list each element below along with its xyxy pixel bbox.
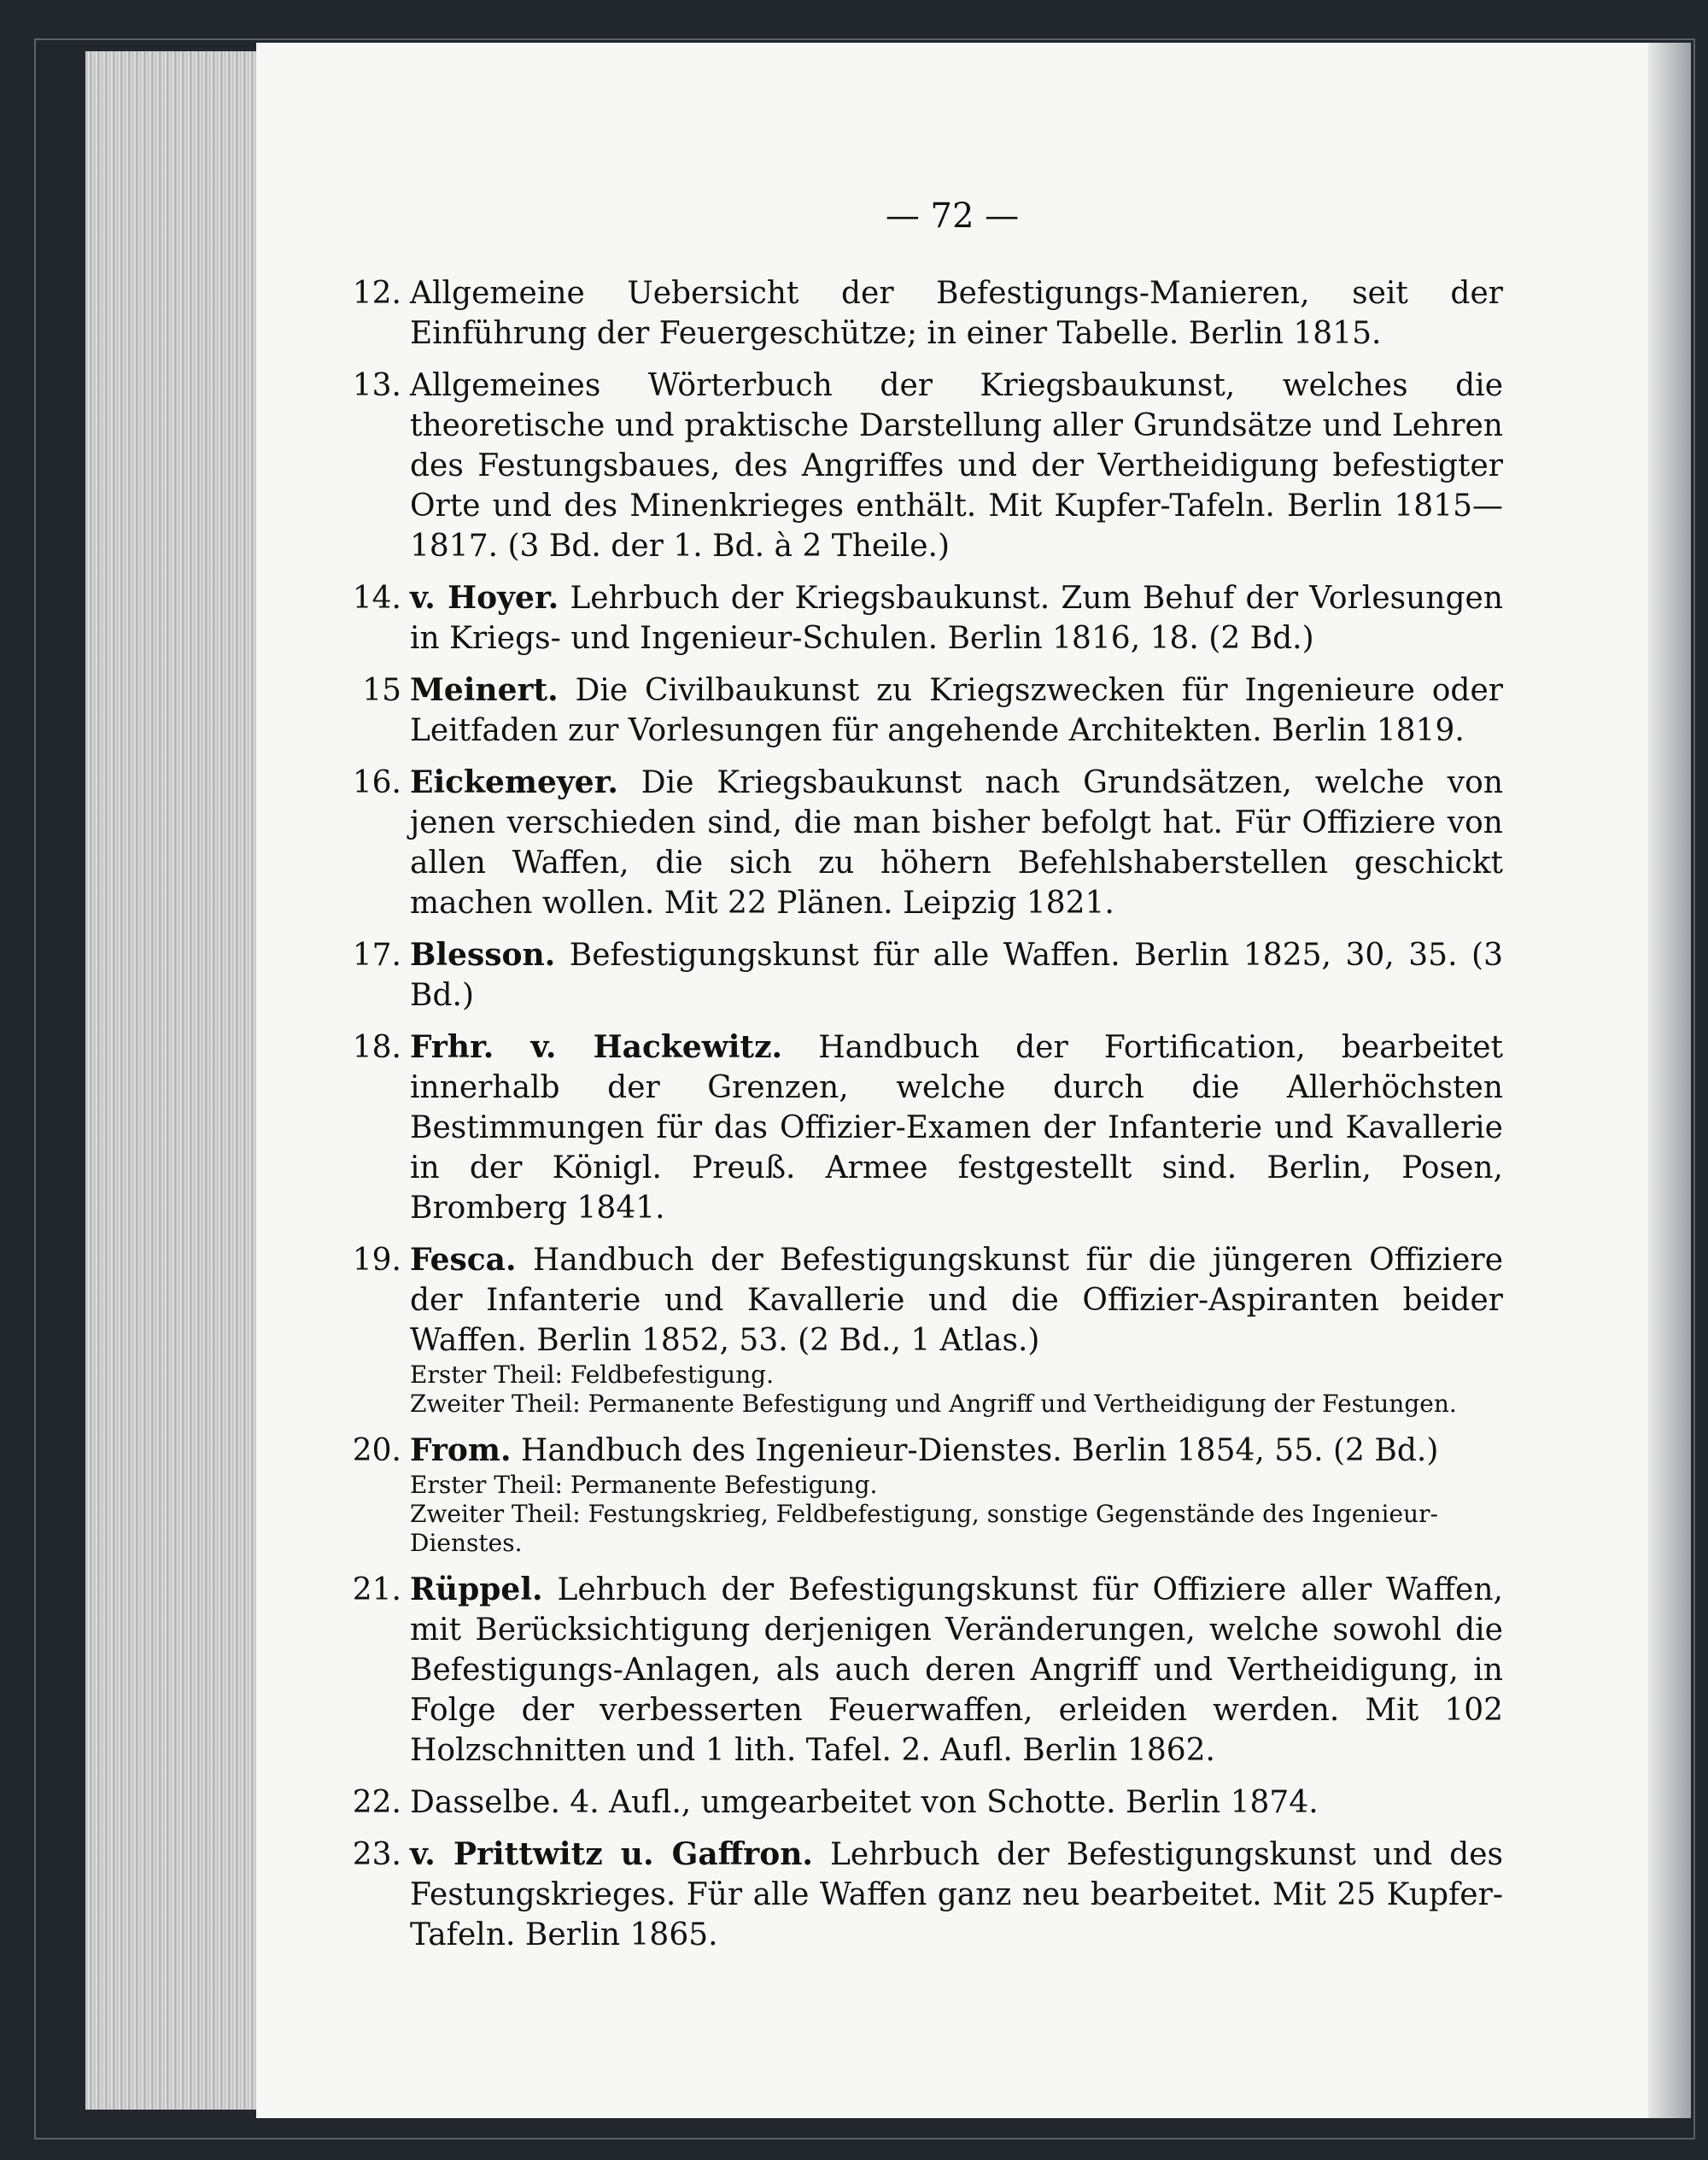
- volume-label: Erster Theil:: [410, 1361, 563, 1389]
- entry-volume: [410, 1500, 1503, 1558]
- volume-text: Feldbefestigung.: [570, 1361, 775, 1389]
- entry-author: Rüppel.: [410, 1572, 543, 1607]
- bibliography-entry: [333, 670, 1503, 751]
- entry-author: v. Prittwitz u. Gaffron.: [410, 1836, 813, 1872]
- entry-number: 17.: [352, 938, 401, 973]
- entry-author: From.: [410, 1432, 512, 1468]
- entry-text: [410, 763, 1503, 923]
- volume-text: Permanente Befestigung.: [570, 1471, 878, 1499]
- entry-number: 19.: [352, 1243, 401, 1278]
- bibliography-entry: [333, 1835, 1503, 1955]
- entry-number: 12.: [352, 276, 401, 311]
- entry-text: [410, 273, 1503, 354]
- entry-number: 21.: [352, 1572, 401, 1607]
- entry-number: 22.: [352, 1785, 401, 1820]
- bibliography-entry: [333, 273, 1503, 354]
- volume-text: Festungskrieg, Feldbefestigung, sonstige Gegenstände des Ingenieur-Dienstes.: [410, 1500, 1438, 1557]
- volume-label: Zweiter Theil:: [410, 1500, 581, 1528]
- entry-text: [410, 578, 1503, 659]
- entry-title: Lehrbuch der Befestigungskunst und des Festungskrieges. Für alle Waffen ganz neu bearbeitet. Mit 25 Kupfer-Tafeln. Berlin 1865.: [410, 1837, 1503, 1952]
- entry-title: Handbuch des Ingenieur-Dienstes. Berlin 1854, 55. (2 Bd.): [520, 1433, 1439, 1468]
- entry-author: Frhr. v. Hackewitz.: [410, 1029, 783, 1065]
- volume-label: Erster Theil:: [410, 1471, 563, 1499]
- entry-volume: [410, 1390, 1503, 1419]
- entry-title: Die Kriegsbaukunst nach Grundsätzen, welche von jenen verschieden sind, die man bisher befolgt hat. Für Offiziere von allen Waffen, die sich zu höhern Befehlshaberstellen geschickt machen wollen. Mit 22 Plänen. Leipzig 1821.: [410, 765, 1504, 921]
- entry-author: Meinert.: [410, 672, 559, 708]
- entry-title: Dasselbe. 4. Aufl., umgearbeitet von Schotte. Berlin 1874.: [410, 1785, 1319, 1820]
- entry-number: 16.: [352, 765, 401, 800]
- entry-text: [410, 670, 1503, 751]
- entry-title: Lehrbuch der Kriegsbaukunst. Zum Behuf der Vorlesungen in Kriegs- und Ingenieur-Schulen. Berlin 1816, 18. (2 Bd.): [410, 581, 1504, 656]
- entry-number: 23.: [352, 1837, 401, 1872]
- entry-title: Befestigungskunst für alle Waffen. Berlin 1825, 30, 35. (3 Bd.): [410, 938, 1503, 1013]
- volume-label: Zweiter Theil:: [410, 1390, 581, 1418]
- entry-title: Handbuch der Fortification, bearbeitet innerhalb der Grenzen, welche durch die Allerhöchsten Bestimmungen für das Offizier-Examen der Infanterie und Kavallerie in der Königl. Preuß. Armee festgestellt sind. Berlin, Posen, Bromberg 1841.: [410, 1030, 1503, 1226]
- entry-text: [410, 1835, 1503, 1955]
- entry-number: 14.: [352, 581, 401, 616]
- entry-number: 15: [362, 673, 401, 708]
- bibliography-entry: [333, 1240, 1503, 1419]
- entry-author: v. Hoyer.: [410, 580, 559, 616]
- bibliography-entry: [333, 578, 1503, 659]
- entry-number: 20.: [352, 1433, 401, 1468]
- entry-volume: [410, 1361, 1503, 1390]
- bibliography-list: [333, 273, 1503, 1967]
- entry-author: Fesca.: [410, 1242, 517, 1278]
- bibliography-entry: [333, 935, 1503, 1016]
- volume-text: Permanente Befestigung und Angriff und Vertheidigung der Festungen.: [588, 1390, 1457, 1418]
- entry-text: [410, 1431, 1503, 1471]
- entry-number: 13.: [352, 368, 401, 403]
- entry-text: [410, 935, 1503, 1016]
- entry-author: Blesson.: [410, 937, 556, 973]
- entry-title: Die Civilbaukunst zu Kriegszwecken für Ingenieure oder Leitfaden zur Vorlesungen für angehende Architekten. Berlin 1819.: [410, 673, 1503, 748]
- entry-title: Allgemeine Uebersicht der Befestigungs-Manieren, seit der Einführung der Feuergeschütze; in einer Tabelle. Berlin 1815.: [410, 276, 1503, 351]
- entry-text: [410, 1782, 1503, 1823]
- page-right-edge: [1648, 43, 1691, 2118]
- page-number: — 72 —: [885, 196, 1020, 236]
- bibliography-entry: [333, 1431, 1503, 1558]
- bibliography-entry: [333, 1570, 1503, 1771]
- entry-title: Allgemeines Wörterbuch der Kriegsbaukunst, welches die theoretische und praktische Darstellung aller Grundsätze und Lehren des Festungsbaues, des Angriffes und der Vertheidigung befestigter Orte und des Minenkrieges enthält. Mit Kupfer-Tafeln. Berlin 1815—1817. (3 Bd. der 1. Bd. à 2 Theile.): [410, 368, 1503, 564]
- entry-number: 18.: [352, 1030, 401, 1065]
- entry-text: [410, 1027, 1503, 1228]
- entry-volume: [410, 1471, 1503, 1500]
- bibliography-entry: [333, 1782, 1503, 1823]
- entry-text: [410, 366, 1503, 566]
- bibliography-entry: [333, 366, 1503, 566]
- page-stack: [85, 51, 265, 2110]
- entry-author: Eickemeyer.: [410, 764, 618, 800]
- entry-title: Lehrbuch der Befestigungskunst für Offiziere aller Waffen, mit Berücksichtigung derjenigen Veränderungen, welche sowohl die Befestigungs-Anlagen, als auch deren Angriff und Vertheidigung, in Folge der verbesserten Feuerwaffen, erleiden werden. Mit 102 Holzschnitten und 1 lith. Tafel. 2. Aufl. Berlin 1862.: [410, 1572, 1503, 1768]
- entry-text: [410, 1570, 1503, 1771]
- bibliography-entry: [333, 1027, 1503, 1228]
- entry-title: Handbuch der Befestigungskunst für die jüngeren Offiziere der Infanterie und Kavallerie und die Offizier-Aspiranten beider Waffen. Berlin 1852, 53. (2 Bd., 1 Atlas.): [410, 1243, 1503, 1358]
- bibliography-entry: [333, 763, 1503, 923]
- entry-text: [410, 1240, 1503, 1361]
